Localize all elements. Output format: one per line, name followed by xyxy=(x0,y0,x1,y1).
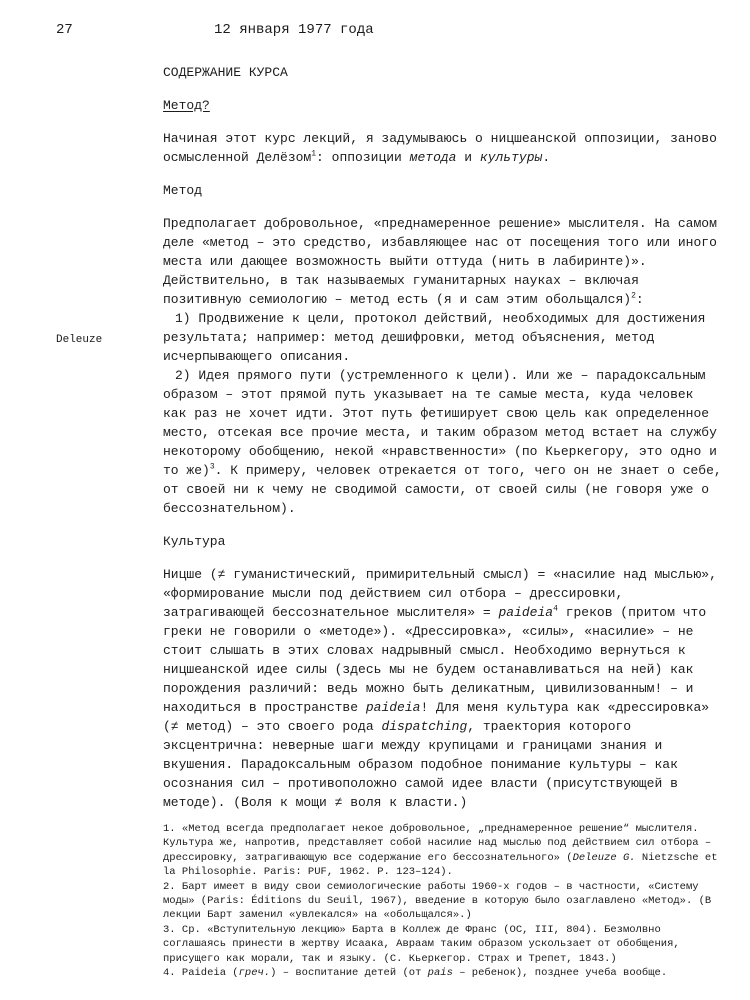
footnote-1: 1. «Метод всегда предполагает некое добровольное, „преднамеренное решение“ мыслителя. Культура же, напротив, представляет собой насилие над мыслью под действием сил отбора – дрессировку, затрагивающую все содержание его бессознательного» (Deleuze G. Nietzsche et la Philosophie. Paris: PUF, 1962. P. 123–124). xyxy=(163,823,718,879)
intro-paragraph: Начиная этот курс лекций, я задумываюсь о ницшеанской оппозиции, заново осмысленной Делёзом$^1$: оппозиции метода и культуры. xyxy=(163,131,717,165)
page-number: 27 xyxy=(56,22,73,38)
method-paragraph: Предполагает добровольное, «преднамеренное решение» мыслителя. На самом деле «метод – это средство, избавляющее нас от посещения того или иного места или дающее возможность выйти оттуда (нить в лабиринте)». Действительно, в так называемых гуманитарных науках – включая позитивную семиологию – метод есть (я и сам этим обольщался)$^2$: xyxy=(163,216,717,307)
footnotes xyxy=(163,822,723,980)
method-item-2: 2) Идея прямого пути (устремленного к цели). Или же – парадоксальным образом – этот прямой путь указывает на те самые места, куда человек как раз не хочет идти. Этот путь фетиширует свою цель как определенное место, отсекая все прочие места, и таким образом метод встает на службу некоторому обобщению, некой «нравственности» (по Кьеркегору, это одно и то же)$^3$. К примеру, человек отрекается от того, чего он не знает о себе, от своей ни к чему не сводимой самости, от своей силы (не говоря уже о бессознательном). xyxy=(163,368,722,516)
course-title: СОДЕРЖАНИЕ КУРСА xyxy=(163,65,288,80)
culture-paragraph: Ницше (≠ гуманистический, примирительный смысл) = «насилие над мыслью», «формирование мысли под действием сил отбора – дрессировки, затрагивающей бессознательное мыслителя» = paideia$^4$ греков (притом что греки не говорили о «методе»). «Дрессировка», «силы», «насилие» – не стоит слышать в этих словах надрывный смысл. Необходимо вернуться к ницшеанской идее силы (здесь мы не будем останавливаться на ней) как порождения различий: ведь можно быть деликатным, цивилизованным! – и находиться в пространстве paideia! Для меня культура как «дрессировка» (≠ метод) – это своего рода dispatching, траектория которого эксцентрична: неверные шаги между крупицами и границами знания и вкушения. Парадоксальным образом подобное понимание культуры – как осознания сил – противоположно самой идее власти (присутствующей в методе). (Воля к мощи ≠ воля к власти.) xyxy=(163,567,717,810)
footnote-4: 4. Paideia (греч.) – воспитание детей (от pais – ребенок), позднее учеба вообще. xyxy=(163,967,668,980)
margin-note: Deleuze xyxy=(56,334,103,346)
section-heading-culture: Культура xyxy=(163,534,226,549)
footnote-ref-4[interactable]: 4 xyxy=(553,604,558,614)
running-head: 12 января 1977 года xyxy=(214,22,374,38)
footnote-ref-3[interactable]: 3 xyxy=(209,462,215,472)
section-heading-method: Метод xyxy=(163,183,203,198)
section-heading-method-question: Метод? xyxy=(163,98,210,113)
main-text xyxy=(163,63,723,980)
footnote-3: 3. Ср. «Вступительную лекцию» Барта в Коллеж де Франс (OC, III, 804). Безмолвно соглашаясь принести в жертву Исаака, Авраам таким образом ускользает от обобщения, присущего как морали, так и языку. (С. Кьеркегор. Страх и Трепет, 1843.) xyxy=(163,923,680,965)
footnote-ref-2[interactable]: 2 xyxy=(631,291,636,301)
footnote-2: 2. Барт имеет в виду свои семиологические работы 1960-х годов – в частности, «Систему моды» (Paris: Éditions du Seuil, 1967), введение в которую было озаглавлено «Метод». (В лекции Барт заменил «увлекался» на «обольщался».) xyxy=(163,880,712,922)
footnote-ref-1[interactable]: 1 xyxy=(311,149,317,159)
method-item-1: 1) Продвижение к цели, протокол действий, необходимых для достижения результата; например: метод дешифровки, метод объяснения, метод исчерпывающего описания. xyxy=(163,311,706,364)
